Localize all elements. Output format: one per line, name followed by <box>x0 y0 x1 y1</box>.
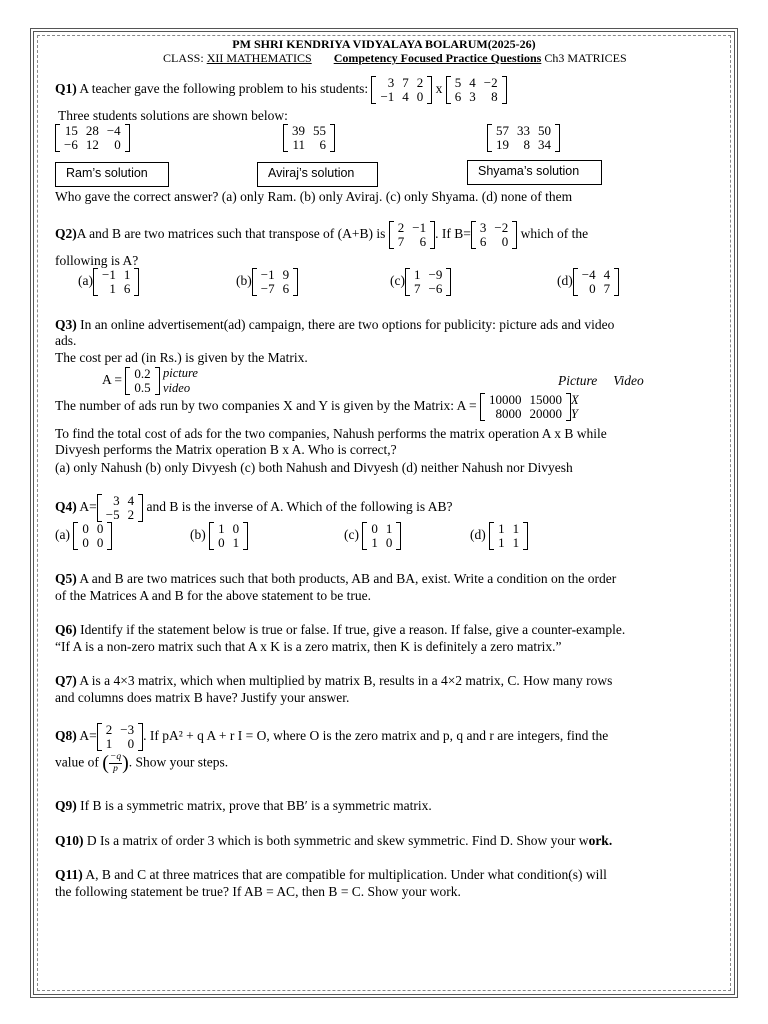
q11-line2: the following statement be true? If AB = AC, then B = C. Show your work. <box>55 884 461 899</box>
aviraj-solution-matrix: 39 55 11 6 <box>283 124 335 152</box>
q2-mid: . If B= <box>435 226 471 242</box>
q4-option-c: (c) 0 1 1 0 <box>344 522 401 550</box>
q1-text: A teacher gave the following problem to his students: <box>76 81 369 97</box>
q3-line1: Q3) In an online advertisement(ad) campaign, there are two options for publicity: picture ads and video <box>55 317 615 332</box>
ram-solution-box: Ram’s solution <box>55 162 169 187</box>
q5-number: Q5) <box>55 571 77 586</box>
q4-option-d: (d) 1 1 1 1 <box>470 522 528 550</box>
q1-line1 <box>55 76 507 104</box>
q6-number: Q6) <box>55 622 77 637</box>
q2-matrix-b: 3 −2 6 0 <box>471 221 517 249</box>
school-name: PM SHRI KENDRIYA VIDYALAYA BOLARUM(2025-26) <box>232 37 536 51</box>
q11-line1: Q11) A, B and C at three matrices that are compatible for multiplication. Under what condition(s) will <box>55 867 607 882</box>
q1-question: Who gave the correct answer? (a) only Ram. (b) only Aviraj. (c) only Shyama. (d) none of them <box>55 189 573 204</box>
q2-option-d: (d) −4 4 0 7 <box>557 268 619 296</box>
q2-text: A and B are two matrices such that transpose of (A+B) is <box>76 226 386 242</box>
q6-line1: Q6) Identify if the statement below is true or false. If true, give a reason. If false, give a counter-example. <box>55 622 626 637</box>
q9-line: Q9) If B is a symmetric matrix, prove that BB′ is a symmetric matrix. <box>55 798 432 813</box>
q7-line1: Q7) A is a 4×3 matrix, which when multiplied by matrix B, results in a 4×2 matrix, C. How many rows <box>55 673 613 688</box>
q4-option-a-matrix: 0 0 0 0 <box>73 522 112 550</box>
q7-number: Q7) <box>55 673 77 688</box>
q4-number: Q4) <box>55 499 77 515</box>
q3-line5: To find the total cost of ads for the two companies, Nahush performs the matrix operation A x B while <box>55 426 607 441</box>
q3-line2: ads. <box>55 333 77 348</box>
q4-option-a: (a) 0 0 0 0 <box>55 522 112 550</box>
q2-option-a: (a) −1 1 1 6 <box>78 268 139 296</box>
shyama-solution-matrix: 57 33 50 19 8 34 <box>487 124 560 152</box>
q10-line: Q10) D Is a matrix of order 3 which is both symmetric and skew symmetric. Find D. Show your work. <box>55 833 613 848</box>
q8-fraction: $\frac{-q}{p}$ <box>109 752 122 774</box>
q2-transpose-matrix: 2 −1 7 6 <box>389 221 435 249</box>
aviraj-solution-box: Aviraj’s solution <box>257 162 378 187</box>
q4-option-b: (b) 1 0 0 1 <box>190 522 248 550</box>
q3-number: Q3) <box>55 317 77 332</box>
ram-matrix <box>55 124 130 152</box>
q5-line2: of the Matrices A and B for the above statement to be true. <box>55 588 372 603</box>
q2-option-b-matrix: −1 9 −7 6 <box>252 268 298 296</box>
class-label: CLASS: <box>163 51 207 65</box>
shyama-matrix <box>487 124 560 152</box>
header-line <box>163 51 627 66</box>
q8-line2: value of ( $\frac{-q}{p}$ ). Show your steps. <box>55 752 229 774</box>
q8-number: Q8) <box>55 728 77 744</box>
q2-option-a-matrix: −1 1 1 6 <box>93 268 139 296</box>
q3-line6: Divyesh performs the Matrix operation B x A. Who is correct,? <box>55 442 397 457</box>
chapter-name: Ch3 MATRICES <box>541 51 627 65</box>
q5-line1: Q5) A and B are two matrices such that both products, AB and BA, exist. Write a condition on the order <box>55 571 617 586</box>
q7-line2: and columns does matrix B have? Justify your answer. <box>55 690 350 705</box>
q2-number: Q2) <box>55 226 77 242</box>
q2-option-c-matrix: 1 −9 7 −6 <box>405 268 451 296</box>
q2-option-b: (b) −1 9 −7 6 <box>236 268 298 296</box>
q1-number: Q1) <box>55 81 77 97</box>
aviraj-matrix <box>283 124 335 152</box>
q2-line2: following is A? <box>55 253 139 268</box>
q4-line1: Q4) A= 3 4 −5 2 and B is the inverse of A. Which of the following is AB? <box>55 493 453 522</box>
q2-end: which of the <box>517 226 589 242</box>
shyama-solution-box: Shyama’s solution <box>467 160 602 185</box>
worksheet-title: Competency Focused Practice Questions <box>333 51 542 65</box>
q1-matrix-a: 3 7 2 −1 4 0 <box>371 76 432 104</box>
q3-cost-vector: 0.2 0.5 <box>125 367 159 395</box>
q4-option-c-matrix: 0 1 1 0 <box>362 522 401 550</box>
q9-number: Q9) <box>55 798 77 813</box>
q3-line3: The cost per ad (in Rs.) is given by the Matrix. <box>55 350 308 365</box>
q2-option-c: (c) 1 −9 7 −6 <box>390 268 451 296</box>
class-value: XII MATHEMATICS <box>206 51 312 65</box>
q10-number: Q10) <box>55 833 84 848</box>
q4-option-d-matrix: 1 1 1 1 <box>489 522 528 550</box>
q4-option-b-matrix: 1 0 0 1 <box>209 522 248 550</box>
q3-line4: The number of ads run by two companies X and Y is given by the Matrix: A = 10000 15000 8000 20000 X Y <box>55 392 579 421</box>
q3-column-heads: Picture Video <box>558 373 644 388</box>
q3-options: (a) only Nahush (b) only Divyesh (c) both Nahush and Divyesh (d) neither Nahush nor Divyesh <box>55 460 573 475</box>
row-video: video <box>163 381 191 395</box>
q4-matrix-a: 3 4 −5 2 <box>97 494 143 522</box>
q1-line2: Three students solutions are shown below: <box>58 108 288 123</box>
q3-cost-matrix: A = 0.2 0.5 picture video <box>102 366 198 395</box>
ram-solution-matrix: 15 28 −4 −6 12 0 <box>55 124 130 152</box>
q2-line1 <box>55 221 588 249</box>
q1-times: x <box>435 81 443 97</box>
q6-line2: “If A is a non-zero matrix such that A x K is a zero matrix, then K is definitely a zero matrix.” <box>55 639 562 654</box>
q8-line1: Q8) A= 2 −3 1 0 . If pA² + q A + r I = O, where O is the zero matrix and p, q and r are integers, find the <box>55 722 609 751</box>
q2-option-d-matrix: −4 4 0 7 <box>573 268 619 296</box>
q3-ads-matrix: 10000 15000 8000 20000 <box>480 393 571 421</box>
q1-matrix-b: 5 4 −2 6 3 8 <box>446 76 507 104</box>
q11-number: Q11) <box>55 867 83 882</box>
row-picture: picture <box>163 366 198 380</box>
q8-matrix-a: 2 −3 1 0 <box>97 723 143 751</box>
